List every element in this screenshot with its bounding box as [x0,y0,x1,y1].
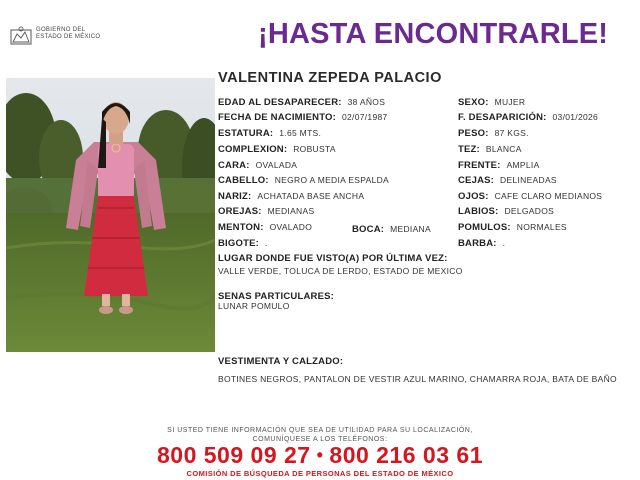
field-label: LABIOS: [458,206,499,217]
field-value: MEDIANA [390,224,431,234]
field-value: 38 AÑOS [347,97,386,107]
field-label: PESO: [458,128,489,139]
field-label: TEZ: [458,144,480,155]
field-birthdate [218,111,388,124]
contact-note-line1: SI USTED TIENE INFORMACIÓN QUE SEA DE UTILIDAD PARA SU LOCALIZACIÓN, [167,427,473,434]
field-value: ROBUSTA [293,144,336,154]
field-hair [218,174,389,187]
field-height [218,127,321,140]
field-label: COMPLEXION: [218,144,288,155]
distinguishing-marks-label: SENAS PARTICULARES: [218,291,335,302]
phone-numbers [0,442,640,469]
field-label: BARBA: [458,238,497,249]
clothing-label: VESTIMENTA Y CALZADO: [218,356,344,367]
field-label: ESTATURA: [218,128,274,139]
field-value: NORMALES [516,222,567,232]
field-label: CARA: [218,160,250,171]
field-value: MEDIANAS [267,206,315,216]
field-label: POMULOS: [458,222,511,233]
field-forehead [458,159,540,172]
field-chin [218,221,312,234]
field-mouth [352,223,431,236]
field-skin [458,143,522,156]
field-disappearance-date [458,111,598,124]
field-label: FRENTE: [458,160,501,171]
field-weight [458,127,529,140]
commission-name: COMISIÓN DE BÚSQUEDA DE PERSONAS DEL ESTADO DE MÉXICO [186,469,454,478]
field-age [218,96,385,109]
field-label: FECHA DE NACIMIENTO: [218,112,336,123]
field-sex [458,96,525,109]
field-nose [218,190,364,203]
field-beard [458,237,505,250]
field-complexion [218,143,336,156]
field-value: AMPLIA [506,160,540,170]
field-value: 03/01/2026 [552,112,599,122]
field-value: . [502,238,506,248]
clothing-value: BOTINES NEGROS, PANTALON DE VESTIR AZUL MARINO, CHAMARRA ROJA, BATA DE BAÑO [218,374,617,384]
field-eyes [458,190,602,203]
gov-line1: GOBIERNO DEL [36,27,86,33]
field-label: OJOS: [458,191,489,202]
contact-note-line2: COMUNÍQUESE A LOS TELÉFONOS: [252,436,388,443]
field-cheekbones [458,221,567,234]
distinguishing-marks-value: LUNAR POMULO [218,301,290,311]
field-eyebrows [458,174,557,187]
field-label: BOCA: [352,224,385,235]
last-seen-value: VALLE VERDE, TOLUCA DE LERDO, ESTADO DE MEXICO [218,266,463,276]
field-value: NEGRO A MEDIA ESPALDA [274,175,390,185]
headline: ¡HASTA ENCONTRARLE! [258,18,609,50]
field-label: NARIZ: [218,191,252,202]
phone-number-1[interactable]: 800 509 09 27 [157,442,311,468]
field-value: 87 KGS. [494,128,529,138]
field-value: MUJER [494,97,526,107]
government-logo [10,26,140,48]
gov-line2: ESTADO DE MÉXICO [36,34,101,40]
field-label: CABELLO: [218,175,269,186]
field-value: 02/07/1987 [342,112,388,122]
person-name: VALENTINA ZEPEDA PALACIO [218,70,442,86]
field-face [218,159,297,172]
phone-number-2[interactable]: 800 216 03 61 [329,442,483,468]
field-label: F. DESAPARICIÓN: [458,112,547,123]
field-value: DELGADOS [504,206,555,216]
field-value: 1.65 MTS. [279,128,322,138]
field-label: OREJAS: [218,206,262,217]
field-value: CAFE CLARO MEDIANOS [494,191,603,201]
field-label: MENTON: [218,222,264,233]
field-ears [218,205,314,218]
state-crest-icon [10,26,32,46]
field-label: CEJAS: [458,175,495,186]
field-value: DELINEADAS [500,175,557,185]
field-mustache [218,237,268,250]
field-value: BLANCA [485,144,522,154]
field-label: EDAD AL DESAPARECER: [218,97,342,108]
bullet-separator-icon: • [316,445,324,465]
field-label: BIGOTE: [218,238,259,249]
field-value: OVALADA [255,160,298,170]
field-lips [458,205,554,218]
field-value: ACHATADA BASE ANCHA [257,191,365,201]
field-label: SEXO: [458,97,489,108]
missing-person-photo [6,78,215,352]
field-value: OVALADO [269,222,313,232]
field-value: . [264,238,268,248]
last-seen-label: LUGAR DONDE FUE VISTO(A) POR ÚLTIMA VEZ: [218,253,448,264]
